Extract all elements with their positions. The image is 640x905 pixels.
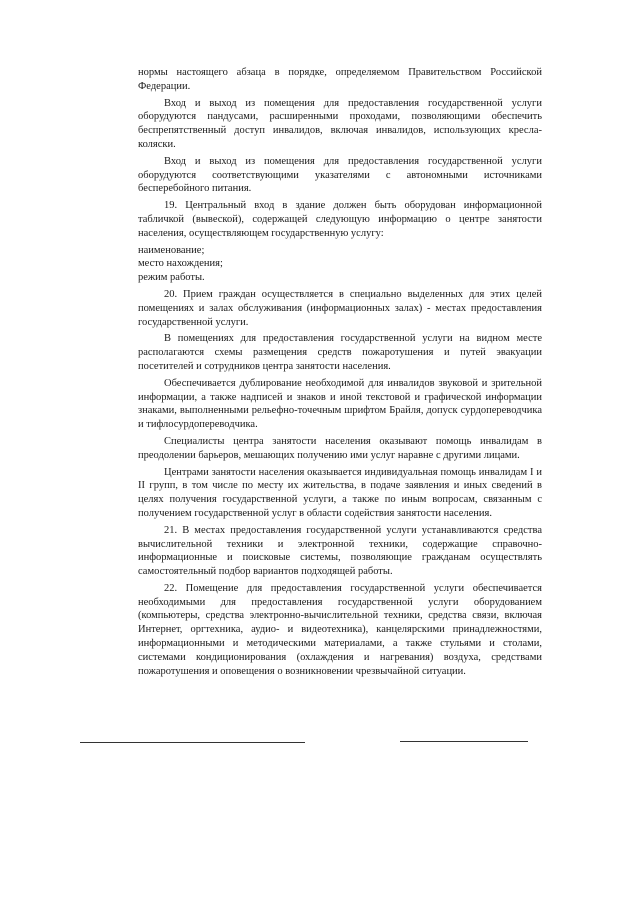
list-item-name: наименование;	[138, 244, 205, 256]
paragraph-22: 22. Помещение для предоставления государственной услуги обеспечивается необходимыми для предоставления государственной услуги оборудованием (компьютеры, средства электронно-вычислительной техники, средства связи, включая Интернет, оргтехника, аудио- и видеотехника), канцелярскими принадлежностями, информационными и методическими материалами, а также стульями и столами, системами кондиционирования (охлаждения и нагревания) воздуха, средствами пожаротушения и оповещения о возникновении чрезвычайной ситуации.	[138, 582, 542, 677]
paragraph-individual-help: Центрами занятости населения оказывается индивидуальная помощь инвалидам I и II групп, в том числе по месту их жительства, в подаче заявления и иных сведений в целях получения государственной услуги, а также по иным вопросам, связанным с получением государственной услуг в области содействия занятости населения.	[138, 466, 542, 519]
paragraph-specialists: Специалисты центра занятости населения оказывают помощь инвалидам в преодолении барьеров, мешающих получению ими услуг наравне с другими лицами.	[138, 435, 542, 461]
paragraph-20: 20. Прием граждан осуществляется в специально выделенных для этих целей помещениях и залах обслуживания (информационных залах) - местах предоставления государственной услуги.	[138, 288, 542, 328]
list-item-schedule: режим работы.	[138, 272, 205, 284]
signature-line-right	[400, 741, 528, 742]
paragraph-19: 19. Центральный вход в здание должен быть оборудован информационной табличкой (вывеской), содержащей следующую информацию о центре занятости населения, осуществляющем государственную услугу:	[138, 200, 542, 239]
list-item-location: место нахождения;	[138, 258, 223, 270]
paragraph-signs: Вход и выход из помещения для предоставления государственной услуги оборудуются соответствующими указателями с автономными источниками бесперебойного питания.	[138, 155, 542, 195]
paragraph-continuation: нормы настоящего абзаца в порядке, определяемом Правительством Российской Федерации.	[138, 67, 542, 92]
paragraph-ramps: Вход и выход из помещения для предоставления государственной услуги оборудуются пандусами, расширенными проходами, позволяющими обеспечить беспрепятственный доступ инвалидов, включая инвалидов, использующих кресла-коляски.	[138, 97, 542, 150]
signature-line-left	[80, 742, 305, 743]
paragraph-21: 21. В местах предоставления государственной услуги устанавливаются средства вычислительной техники и электронной техники, содержащие справочно-информационные и поисковые системы, позволяющие гражданам осуществлять самостоятельный подбор вариантов подходящей работы.	[138, 524, 542, 578]
paragraph-evacuation: В помещениях для предоставления государственной услуги на видном месте располагаются схемы размещения средств пожаротушения и путей эвакуации посетителей и сотрудников центра занятости населения.	[138, 333, 542, 372]
document-body	[138, 66, 542, 681]
paragraph-braille: Обеспечивается дублирование необходимой для инвалидов звуковой и зрительной информации, а также надписей и знаков и иной текстовой и графической информации знаками, выполненными рельефно-точечным шрифтом Брайля, допуск сурдопереводчика и тифлосурдопереводчика.	[138, 377, 542, 431]
